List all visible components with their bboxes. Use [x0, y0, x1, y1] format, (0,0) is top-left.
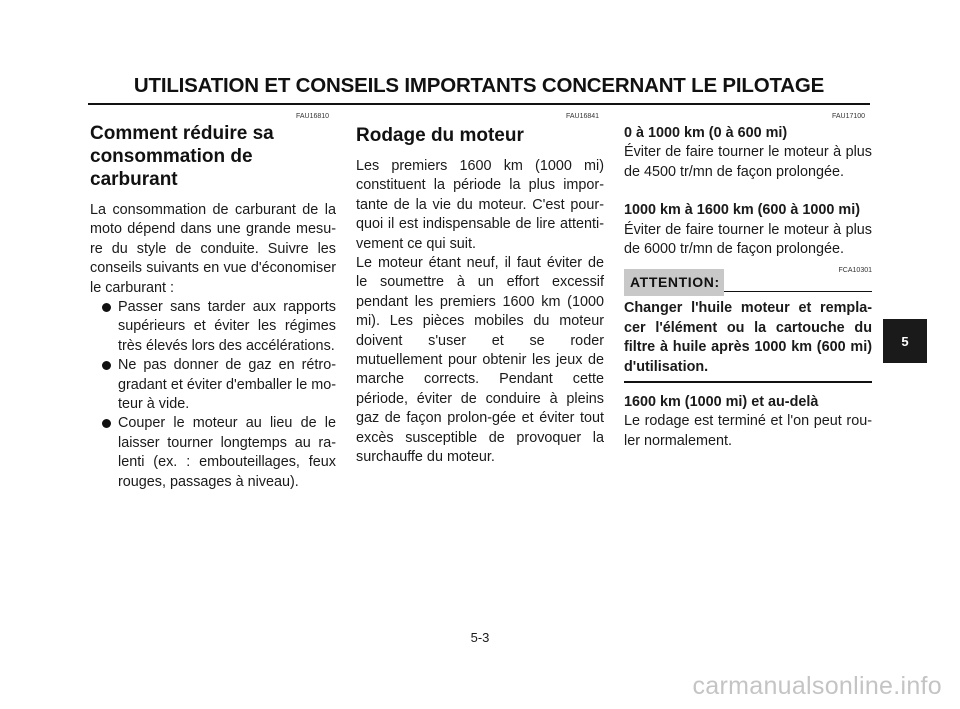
section-ref-code: FAU17100	[832, 113, 866, 120]
section-ref-code: FAU16841	[566, 113, 600, 120]
attention-rule	[624, 381, 872, 383]
stage-3-title: 1600 km (1000 mi) et au-delà	[624, 394, 819, 411]
attention-header	[624, 269, 872, 299]
page-number: 5-3	[470, 630, 490, 645]
attention-label: ATTENTION:	[624, 269, 724, 295]
page-header-title: UTILISATION ET CONSEILS IMPORTANTS CONCERNANT LE PILOTAGE	[133, 74, 825, 97]
list-item: Couper le moteur au lieu de le laisser tourner longtemps au ra-lenti (ex. : embouteillages, feux rouges, passages à niveau).	[90, 414, 336, 492]
attention-text: Changer l'huile moteur et rempla-cer l'élément ou la cartouche du filtre à huile après 1000 km (600 mi) d'utilisation.	[624, 300, 872, 375]
column-fuel-consumption	[90, 122, 336, 492]
list-item: Passer sans tarder aux rapports supérieurs et éviter les régimes très élevés lors des accélérations.	[90, 298, 336, 356]
bullet-icon	[102, 419, 111, 428]
break-in-paragraph-2: Le moteur étant neuf, il faut éviter de le soumettre à un effort excessif pendant les premiers 1600 km (1000 mi). Les pièces mobiles du moteur doivent s'user et se roder mutuellement pour obtenir les jeux de marche corrects. Pendant cette période, éviter de conduire à pleins gaz de façon prolon-gée et éviter tout excès susceptible de provoquer la surchauffe du moteur.	[356, 255, 604, 466]
attention-ref-code: FCA10301	[838, 267, 872, 275]
header-rule	[88, 103, 870, 105]
stage-2-text: Éviter de faire tourner le moteur à plus de 6000 tr/mn de façon prolongée.	[624, 221, 872, 258]
bullet-icon	[102, 303, 111, 312]
stage-3-text: Le rodage est terminé et l'on peut rou-ler normalement.	[624, 413, 872, 449]
watermark: carmanualsonline.info	[692, 672, 942, 700]
attention-line	[724, 291, 872, 292]
bullet-icon	[102, 361, 111, 370]
stage-1-text: Éviter de faire tourner le moteur à plus de 4500 tr/mn de façon prolongée.	[624, 144, 872, 180]
list-item: Ne pas donner de gaz en rétro-gradant et éviter d'emballer le mo-teur à vide.	[90, 356, 336, 414]
section-title-break-in: Rodage du moteur	[356, 125, 524, 146]
stage-1-title: 0 à 1000 km (0 à 600 mi)	[624, 125, 788, 141]
chapter-tab: 5	[883, 319, 927, 363]
section-ref-code: FAU16810	[296, 113, 330, 120]
break-in-paragraph-1: Les premiers 1600 km (1000 mi) constituent la période la plus impor-tante de la vie du moteur. C'est pour-quoi il est indispensable de lire attenti-vement ce qui suit.	[356, 158, 604, 252]
column-break-in-stages	[624, 124, 872, 451]
stage-2-title: 1000 km à 1600 km (600 à 1000 mi)	[624, 202, 861, 219]
section-title-fuel: Comment réduire sa consommation de carburant	[90, 123, 274, 190]
fuel-tips-list	[90, 298, 336, 492]
fuel-intro-text: La consommation de carburant de la moto dépend dans une grande mesu-re du style de conduite. Suivre les conseils suivants en vue d'économiser le carburant :	[90, 202, 336, 296]
column-engine-break-in	[356, 124, 604, 468]
